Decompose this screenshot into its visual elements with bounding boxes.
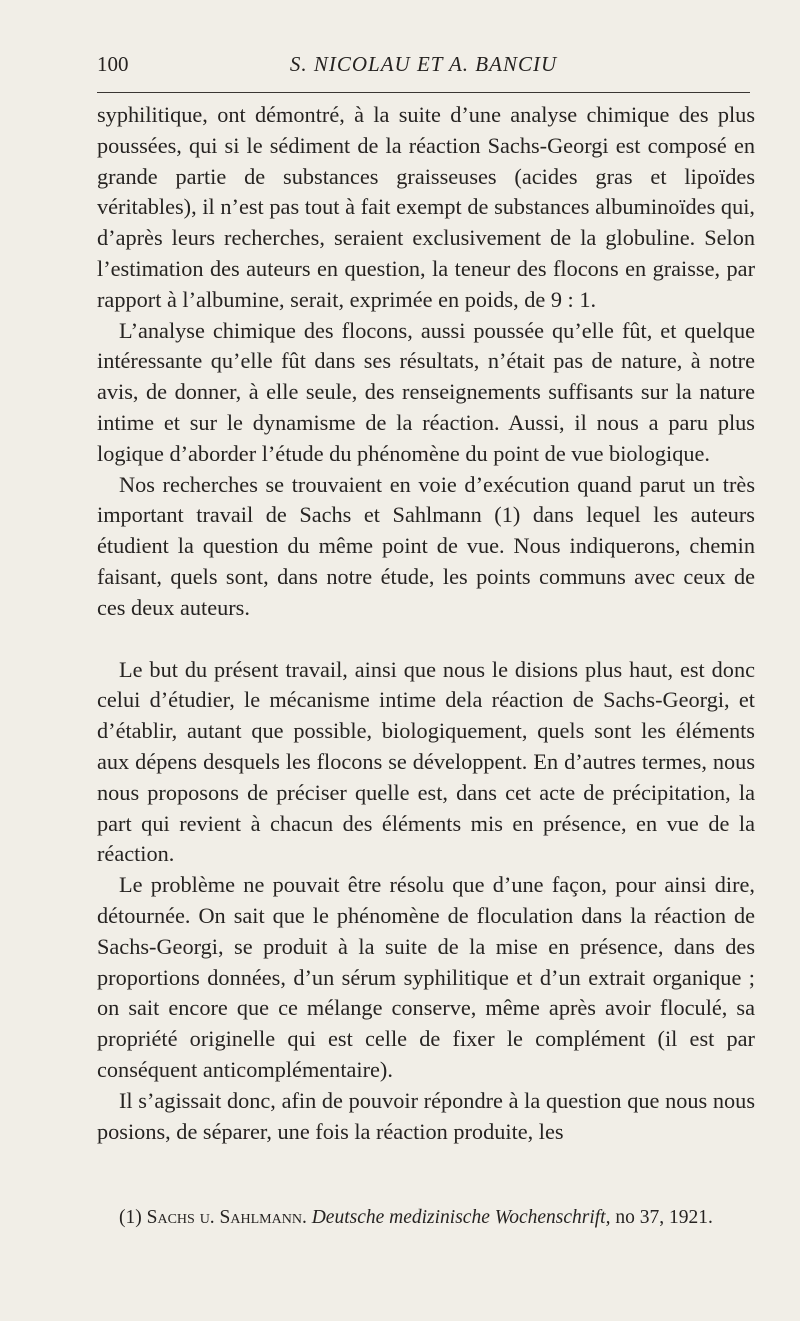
- paragraph-1: syphilitique, ont démontré, à la suite d’une analyse chimique des plus poussées, qui si le sédiment de la réaction Sachs-Georgi est composé en grande partie de substances graisseuses (acides gras et lipoïdes véritables), il n’est pas tout à fait exempt de substances albuminoïdes qui, d’après leurs recherches, seraient exclusivement de la globuline. Selon l’estimation des auteurs en question, la teneur des flocons en graisse, par rapport à l’albumine, serait, exprimée en poids, de 9 : 1.: [97, 102, 755, 312]
- page-number: 100: [97, 52, 129, 76]
- paragraph-3: Nos recherches se trouvaient en voie d’exécution quand parut un très important travail de Sachs et Sahlmann (1) dans lequel les auteurs étudient la question du même point de vue. Nous indiquerons, chemin faisant, quels sont, dans notre étude, les points communs avec ceux de ces deux auteurs.: [97, 471, 755, 620]
- page-header: [97, 52, 750, 86]
- header-rule: [97, 92, 750, 93]
- paragraph-6: Il s’agissait donc, afin de pouvoir répondre à la question que nous nous posions, de séparer, une fois la réaction produite, les: [97, 1087, 755, 1144]
- paragraph-4: Le but du présent travail, ainsi que nous le disions plus haut, est donc celui d’étudier, le mécanisme intime dela réaction de Sachs-Georgi, et d’établir, autant que possible, biologiquement, quels sont les éléments aux dépens desquels les flocons se développent. En d’autres termes, nous nous proposons de préciser quelle est, dans cet acte de précipitation, la part qui revient à chacun des éléments mis en présence, en vue de la réaction.: [97, 656, 755, 867]
- paragraph-2: L’analyse chimique des flocons, aussi poussée qu’elle fût, et quelque intéressante qu’elle fût dans ses résultats, n’était pas de nature, à notre avis, de donner, à elle seule, des renseignements suffisants sur la nature intime et sur le dynamisme de la réaction. Aussi, il nous a paru plus logique d’aborder l’étude du phénomène du point de vue biologique.: [97, 317, 755, 466]
- main-text: [97, 100, 755, 1147]
- footnote-marker: (1): [119, 1207, 142, 1228]
- footnote-journal: Deutsche medizinische Wochenschrift,: [311, 1207, 611, 1228]
- footnote-authors: Sachs u. Sahlmann.: [146, 1207, 307, 1228]
- footnote: [97, 1205, 757, 1231]
- footnote-issue: no 37, 1921.: [615, 1207, 713, 1228]
- running-head: S. NICOLAU ET A. BANCIU: [289, 52, 558, 76]
- paragraph-5: Le problème ne pouvait être résolu que d’une façon, pour ainsi dire, détournée. On sait que le phénomène de floculation dans la réaction de Sachs-Georgi, se produit à la suite de la mise en présence, dans des proportions données, d’un sérum syphilitique et d’un extrait organique ; on sait encore que ce mélange conserve, même après avoir floculé, sa propriété originelle qui est celle de fixer le complément (il est par conséquent anticomplémentaire).: [97, 872, 755, 1082]
